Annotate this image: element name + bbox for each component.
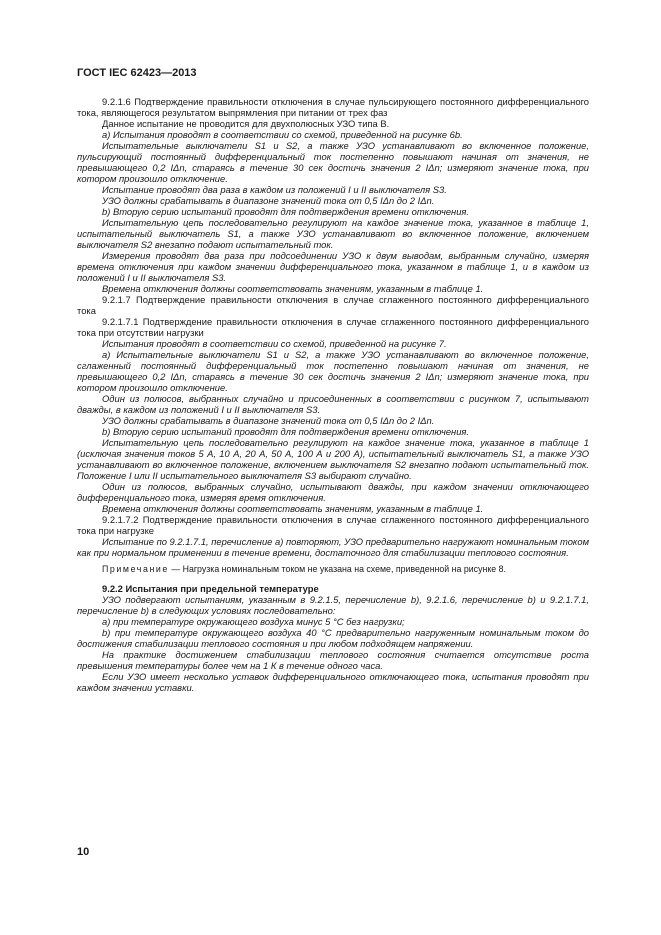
paragraph: Данное испытание не проводится для двухполюсных УЗО типа В.: [102, 118, 390, 129]
paragraph: b) Вторую серию испытаний проводят для подтверждения времени отключения.: [102, 426, 470, 437]
paragraph: Испытательную цепь последовательно регулируют на каждое значение тока, указанное в таблице 1 (исключая значения токов 5 А, 10 А, 20 А, 50 А, 100 А и 200 А), испытательный выключатель S1, а также УЗО устанавливают во включенное положение, включением выключателя S2 внезапно подают испытательный ток. Положение I или II испытательного выключателя S3 выбирают случайно.: [77, 437, 589, 481]
document-body: [77, 96, 589, 693]
paragraph: a) Испытания проводят в соответствии со схемой, приведенной на рисунке 6b.: [102, 129, 463, 140]
paragraph: Один из полюсов, выбранных случайно и присоединенных в соответствии с рисунком 7, испытывают дважды, в каждом из положений I и II выключателя S3.: [77, 393, 589, 415]
paragraph: Измерения проводят два раза при подсоединении УЗО к двум выводам, выбранным случайно, измеряя времена отключения при каждом значении дифференциального тока, указанном в таблице 1, и в каждом из положений I и II выключателя S3.: [77, 250, 589, 283]
paragraph: УЗО должны срабатывать в диапазоне значений тока от 0,5 IΔn до 2 IΔn.: [102, 415, 435, 426]
paragraph: a) при температуре окружающего воздуха минус 5 °С без нагрузки;: [102, 616, 405, 627]
paragraph: УЗО должны срабатывать в диапазоне значений тока от 0,5 IΔn до 2 IΔn.: [102, 195, 435, 206]
paragraph: УЗО подвергают испытаниям, указанным в 9.2.1.5, перечисление b), 9.2.1.6, перечисление b) и 9.2.1.7.1, перечисление b) в следующих условиях последовательно:: [77, 594, 589, 616]
document-header: ГОСТ IEC 62423—2013: [77, 67, 197, 79]
paragraph: Испытательную цепь последовательно регулируют на каждое значение тока, указанное в таблице 1, испытательный выключатель S1, а также УЗО устанавливают во включенное положение, включением выключателя S2 внезапно подают испытательный ток.: [77, 217, 589, 250]
section-9-2-2-paragraphs: [77, 594, 589, 693]
paragraph: Времена отключения должны соответствовать значениям, указанным в таблице 1.: [102, 503, 484, 514]
paragraph: Если УЗО имеет несколько уставок дифференциального отключающего тока, испытания проводят при каждом значении уставки.: [77, 671, 589, 693]
paragraph: Один из полюсов, выбранных случайно, испытывают дважды, при каждом значении отключающего дифференциального тока, измеряя время отключения.: [77, 481, 589, 503]
paragraph: b) при температуре окружающего воздуха 40 °С предварительно нагруженным номинальным током до достижения стабилизации теплового состояния и при любом подходящем напряжении.: [77, 627, 589, 649]
paragraph: 9.2.1.7 Подтверждение правильности отключения в случае сглаженного постоянного дифференциального тока: [77, 294, 589, 316]
paragraph: Испытание по 9.2.1.7.1, перечисление a) повторяют, УЗО предварительно нагружают номинальным током как при нормальном применении в течение времени, достаточного для стабилизации теплового состояния.: [77, 536, 589, 558]
page-number: 10: [77, 846, 90, 858]
paragraph: 9.2.1.7.1 Подтверждение правильности отключения в случае сглаженного постоянного дифференциального тока при отсутствии нагрузки: [77, 316, 589, 338]
paragraph: Испытание проводят два раза в каждом из положений I и II выключателя S3.: [102, 184, 447, 195]
paragraph: На практике достижением стабилизации теплового состояния считается отсутствие роста превышения температуры более чем на 1 К в течение одного часа.: [77, 649, 589, 671]
section-heading-9-2-2: 9.2.2 Испытания при предельной температуре: [102, 583, 319, 594]
paragraph: 9.2.1.6 Подтверждение правильности отключения в случае пульсирующего постоянного дифференциального тока, являющегося результатом выпрямления при питании от трех фаз: [77, 96, 589, 118]
paragraph: Времена отключения должны соответствовать значениям, указанным в таблице 1.: [102, 283, 484, 294]
paragraph: Испытания проводят в соответствии со схемой, приведенной на рисунке 7.: [102, 338, 447, 349]
paragraph: Испытательные выключатели S1 и S2, а также УЗО устанавливают во включенное положение, пульсирующий постоянный дифференциальный ток постепенно повышают начиная от значения, не превышающего 0,2 IΔn, стараясь в течение 30 сек достичь значения 2 IΔn; измеряют значение тока, при котором произошло отключение.: [77, 140, 589, 184]
paragraph: a) Испытательные выключатели S1 и S2, а также УЗО устанавливают во включенное положение, сглаженный постоянный дифференциальный ток постепенно повышают начиная от значения, не превышающего 0,2 IΔn, стараясь в течение 30 сек достичь значения 2 IΔn; измеряют значение тока, при котором произошло отключение.: [77, 349, 589, 393]
note-label: Примечание: [102, 564, 169, 574]
note: [77, 564, 589, 575]
paragraph: b) Вторую серию испытаний проводят для подтверждения времени отключения.: [102, 206, 470, 217]
paragraph: 9.2.1.7.2 Подтверждение правильности отключения в случае сглаженного постоянного дифференциального тока при нагрузке: [77, 514, 589, 536]
paragraph-list: [77, 96, 589, 558]
note-text: — Нагрузка номинальным током не указана на схеме, приведенной на рисунке 8.: [168, 564, 506, 574]
